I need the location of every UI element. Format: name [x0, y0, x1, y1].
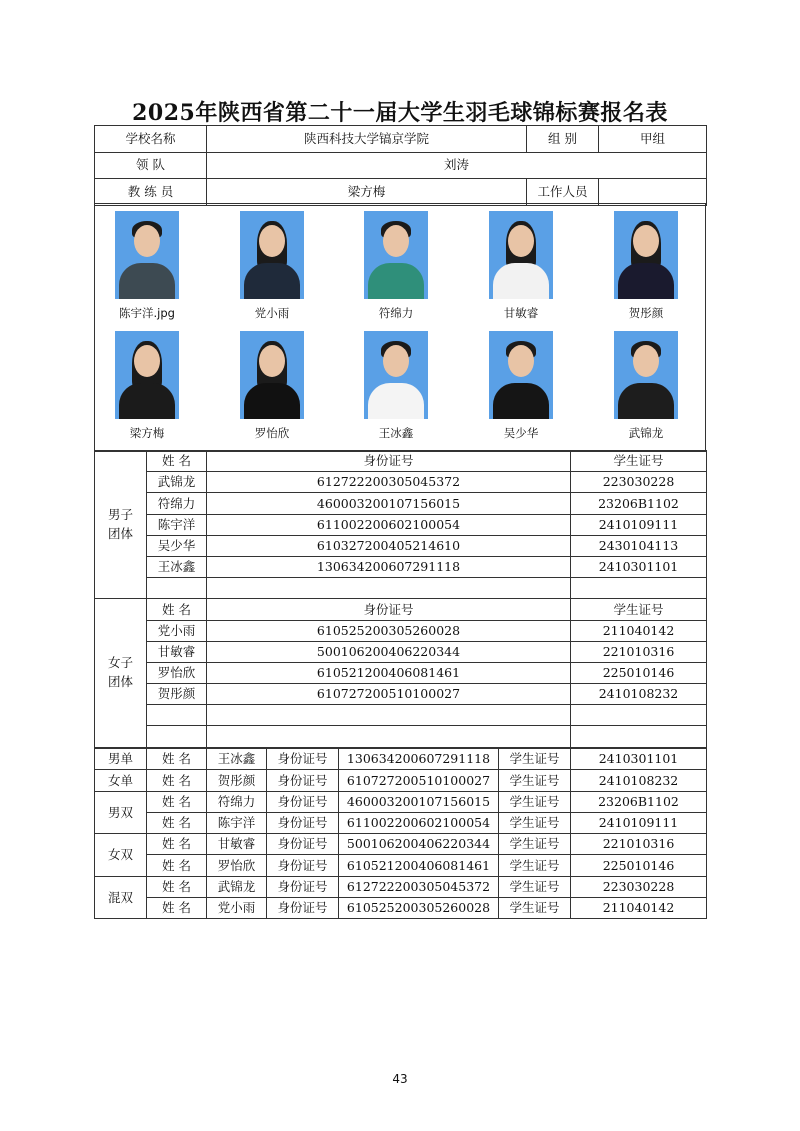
photo-caption: 贺彤颜 — [628, 306, 664, 320]
staff-value — [599, 179, 707, 206]
photo-caption: 符绵力 — [378, 306, 414, 320]
photo-row — [95, 211, 705, 331]
id-header: 身份证号 — [267, 876, 339, 897]
photo-panel — [94, 203, 706, 452]
table-row — [95, 556, 707, 577]
photo-caption: 党小雨 — [254, 306, 290, 320]
player-name: 党小雨 — [147, 620, 207, 641]
table-row — [95, 855, 707, 876]
table-row — [95, 451, 707, 472]
portrait-image — [614, 211, 678, 299]
empty-cell — [571, 705, 707, 726]
student-id: 2410301101 — [571, 749, 707, 770]
player-name: 甘敏睿 — [207, 834, 267, 855]
id-number: 610521200406081461 — [339, 855, 499, 876]
table-row — [95, 770, 707, 791]
event-label: 男双 — [95, 791, 147, 834]
leader-value: 刘涛 — [207, 152, 707, 179]
student-id-header: 学生证号 — [499, 834, 571, 855]
player-name: 贺彤颜 — [147, 684, 207, 705]
player-name: 武锦龙 — [207, 876, 267, 897]
name-header: 姓 名 — [147, 770, 207, 791]
player-name: 陈宇洋 — [147, 514, 207, 535]
player-name: 吴少华 — [147, 535, 207, 556]
leader-label: 领 队 — [95, 152, 207, 179]
empty-cell — [147, 705, 207, 726]
name-header: 姓 名 — [147, 749, 207, 770]
table-row — [95, 599, 707, 620]
table-row — [95, 684, 707, 705]
table-row — [95, 620, 707, 641]
student-id-header: 学生证号 — [571, 451, 707, 472]
student-id-header: 学生证号 — [499, 770, 571, 791]
table-row — [95, 535, 707, 556]
player-photo — [105, 211, 189, 321]
page-title: 2025年陕西省第二十一届大学生羽毛球锦标赛报名表 — [132, 100, 668, 126]
id-number: 610727200510100027 — [339, 770, 499, 791]
portrait-image — [115, 331, 179, 419]
table-row — [95, 578, 707, 599]
table-row — [95, 726, 707, 747]
id-number: 610521200406081461 — [207, 662, 571, 683]
player-name: 王冰鑫 — [147, 556, 207, 577]
id-number: 611002200602100054 — [207, 514, 571, 535]
player-name: 罗怡欣 — [147, 662, 207, 683]
table-row — [95, 493, 707, 514]
student-id: 211040142 — [571, 620, 707, 641]
school-label: 学校名称 — [95, 126, 207, 153]
student-id: 2410109111 — [571, 812, 707, 833]
group-label: 组 别 — [527, 126, 599, 153]
student-id-header: 学生证号 — [571, 599, 707, 620]
student-id-header: 学生证号 — [499, 876, 571, 897]
table-row — [95, 876, 707, 897]
staff-label: 工作人员 — [527, 179, 599, 206]
id-header: 身份证号 — [267, 855, 339, 876]
id-header: 身份证号 — [267, 749, 339, 770]
id-number: 500106200406220344 — [339, 834, 499, 855]
photo-caption: 梁方梅 — [129, 426, 165, 440]
photo-caption: 甘敏睿 — [503, 306, 539, 320]
table-row — [95, 514, 707, 535]
table-row — [95, 791, 707, 812]
name-header: 姓 名 — [147, 876, 207, 897]
id-header: 身份证号 — [267, 791, 339, 812]
player-photo — [230, 211, 314, 321]
page-number: 43 — [392, 1072, 408, 1086]
table-row — [95, 812, 707, 833]
student-id: 2410108232 — [571, 684, 707, 705]
portrait-image — [489, 211, 553, 299]
student-id-header: 学生证号 — [499, 812, 571, 833]
table-row — [95, 749, 707, 770]
student-id: 2410301101 — [571, 556, 707, 577]
student-id: 2410108232 — [571, 770, 707, 791]
student-id: 223030228 — [571, 472, 707, 493]
coach-label: 教 练 员 — [95, 179, 207, 206]
portrait-image — [364, 211, 428, 299]
student-id-header: 学生证号 — [499, 855, 571, 876]
player-photo — [604, 331, 688, 441]
name-header: 姓 名 — [147, 791, 207, 812]
portrait-image — [240, 331, 304, 419]
table-row — [95, 705, 707, 726]
event-label: 女单 — [95, 770, 147, 791]
player-name: 甘敏睿 — [147, 641, 207, 662]
id-number: 610327200405214610 — [207, 535, 571, 556]
team-table — [94, 450, 707, 748]
group-value: 甲组 — [599, 126, 707, 153]
student-id-header: 学生证号 — [499, 749, 571, 770]
id-number: 610525200305260028 — [339, 898, 499, 919]
photo-caption: 陈宇洋.jpg — [119, 306, 175, 320]
empty-cell — [571, 578, 707, 599]
mens-team-label: 男子 团体 — [95, 451, 147, 599]
id-number: 460003200107156015 — [207, 493, 571, 514]
portrait-image — [240, 211, 304, 299]
student-id: 2410109111 — [571, 514, 707, 535]
empty-cell — [571, 726, 707, 747]
player-name: 符绵力 — [207, 791, 267, 812]
portrait-image — [115, 211, 179, 299]
womens-team-label: 女子 团体 — [95, 599, 147, 747]
player-name: 党小雨 — [207, 898, 267, 919]
header-table — [94, 125, 707, 206]
student-id: 223030228 — [571, 876, 707, 897]
portrait-image — [614, 331, 678, 419]
id-number: 612722200305045372 — [207, 472, 571, 493]
player-photo — [105, 331, 189, 441]
player-name: 罗怡欣 — [207, 855, 267, 876]
student-id-header: 学生证号 — [499, 898, 571, 919]
id-number: 610727200510100027 — [207, 684, 571, 705]
id-number: 610525200305260028 — [207, 620, 571, 641]
empty-cell — [147, 726, 207, 747]
player-name: 贺彤颜 — [207, 770, 267, 791]
id-number: 500106200406220344 — [207, 641, 571, 662]
student-id: 221010316 — [571, 834, 707, 855]
player-photo — [604, 211, 688, 321]
photo-caption: 武锦龙 — [628, 426, 664, 440]
empty-cell — [207, 578, 571, 599]
student-id: 2430104113 — [571, 535, 707, 556]
name-header: 姓 名 — [147, 834, 207, 855]
id-number: 130634200607291118 — [339, 749, 499, 770]
name-header: 姓 名 — [147, 599, 207, 620]
individual-table — [94, 748, 707, 919]
portrait-image — [364, 331, 428, 419]
photo-row — [95, 331, 705, 451]
name-header: 姓 名 — [147, 812, 207, 833]
table-row — [95, 834, 707, 855]
student-id: 221010316 — [571, 641, 707, 662]
player-name: 符绵力 — [147, 493, 207, 514]
coach-value: 梁方梅 — [207, 179, 527, 206]
id-number: 612722200305045372 — [339, 876, 499, 897]
name-header: 姓 名 — [147, 898, 207, 919]
table-row — [95, 898, 707, 919]
student-id: 23206B1102 — [571, 493, 707, 514]
id-header: 身份证号 — [267, 770, 339, 791]
empty-cell — [207, 705, 571, 726]
event-label: 女双 — [95, 834, 147, 877]
empty-cell — [207, 726, 571, 747]
table-row — [95, 472, 707, 493]
player-photo — [230, 331, 314, 441]
id-number: 460003200107156015 — [339, 791, 499, 812]
student-id: 225010146 — [571, 662, 707, 683]
id-number: 611002200602100054 — [339, 812, 499, 833]
id-header: 身份证号 — [267, 812, 339, 833]
id-header: 身份证号 — [267, 898, 339, 919]
photo-caption: 王冰鑫 — [378, 426, 414, 440]
name-header: 姓 名 — [147, 855, 207, 876]
player-photo — [479, 331, 563, 441]
table-row — [95, 641, 707, 662]
student-id: 211040142 — [571, 898, 707, 919]
student-id-header: 学生证号 — [499, 791, 571, 812]
player-photo — [354, 331, 438, 441]
player-name: 王冰鑫 — [207, 749, 267, 770]
player-name: 陈宇洋 — [207, 812, 267, 833]
school-value: 陕西科技大学镐京学院 — [207, 126, 527, 153]
portrait-image — [489, 331, 553, 419]
id-header: 身份证号 — [207, 451, 571, 472]
id-header: 身份证号 — [267, 834, 339, 855]
id-number: 130634200607291118 — [207, 556, 571, 577]
id-header: 身份证号 — [207, 599, 571, 620]
player-photo — [479, 211, 563, 321]
player-photo — [354, 211, 438, 321]
student-id: 23206B1102 — [571, 791, 707, 812]
table-row — [95, 662, 707, 683]
empty-cell — [147, 578, 207, 599]
student-id: 225010146 — [571, 855, 707, 876]
event-label: 男单 — [95, 749, 147, 770]
photo-caption: 吴少华 — [503, 426, 539, 440]
event-label: 混双 — [95, 876, 147, 919]
player-name: 武锦龙 — [147, 472, 207, 493]
name-header: 姓 名 — [147, 451, 207, 472]
photo-caption: 罗怡欣 — [254, 426, 290, 440]
